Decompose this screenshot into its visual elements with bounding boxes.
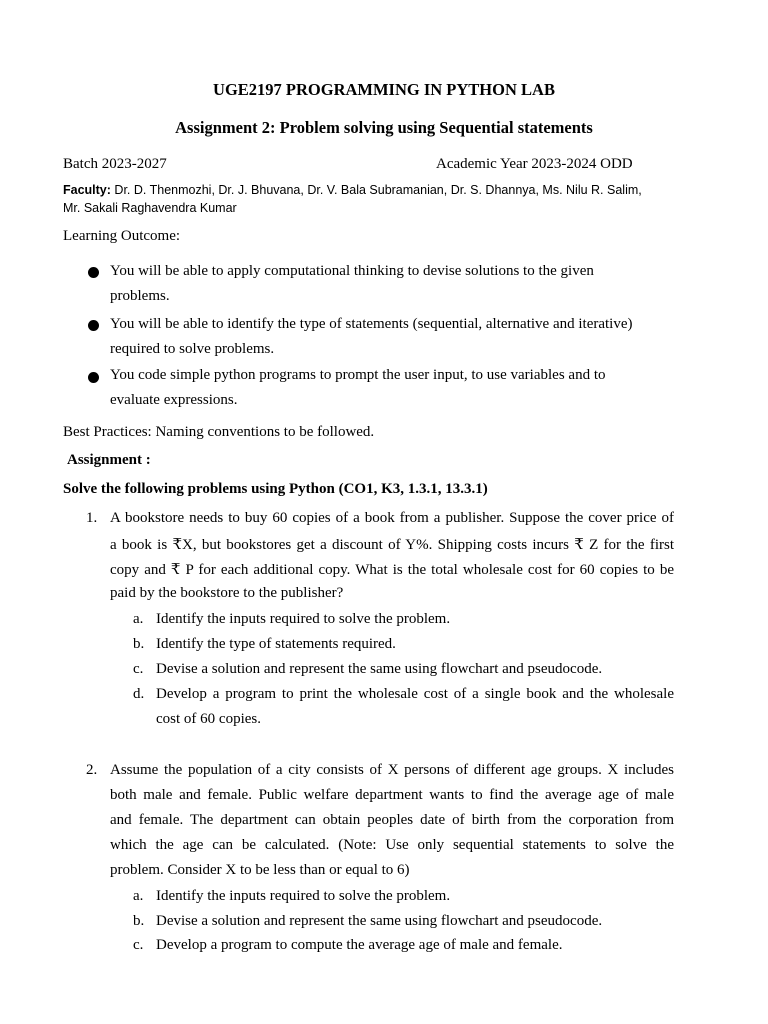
assignment-title: Assignment 2: Problem solving using Sequential statements <box>175 118 593 137</box>
best-practices-text: Best Practices: Naming conventions to be followed. <box>63 424 375 440</box>
bullet-line: required to solve problems. <box>110 341 275 357</box>
course-title: UGE2197 PROGRAMMING IN PYTHON LAB <box>213 80 555 99</box>
faculty-names-1: Dr. D. Thenmozhi, Dr. J. Bhuvana, Dr. V. Bala Subramanian, Dr. S. Dhannya, Ms. Nilu R. Salim, <box>114 183 642 197</box>
academic-year-text: Academic Year 2023-2024 ODD <box>436 156 633 172</box>
problem-line: A bookstore needs to buy 60 copies of a book from a publisher. Suppose the cover price of <box>110 510 674 526</box>
learning-outcome-heading: Learning Outcome: <box>63 228 181 244</box>
assignment-heading: Assignment : <box>67 452 151 468</box>
problem-line: copy and ₹ P for each additional copy. What is the total wholesale cost for 60 copies to be <box>110 562 674 578</box>
subitem-text: Identify the inputs required to solve the problem. <box>156 611 451 627</box>
problem-line: both male and female. Public welfare department wants to find the average age of male <box>110 787 674 803</box>
subitem-letter: a. <box>133 611 144 627</box>
faculty-line-2: Mr. Sakali Raghavendra Kumar <box>63 201 237 215</box>
subitem-letter: a. <box>133 888 144 904</box>
subitem-letter: c. <box>133 937 144 953</box>
faculty-label: Faculty: <box>63 183 111 197</box>
problem-line: and female. The department can obtain peoples date of birth from the corporation from <box>110 812 674 828</box>
subitem-text: Develop a program to print the wholesale cost of a single book and the wholesale <box>156 686 674 702</box>
bullet-line: You code simple python programs to prompt the user input, to use variables and to <box>110 367 606 383</box>
subitem-letter: b. <box>133 913 145 929</box>
subitem-letter: c. <box>133 661 144 677</box>
bullet-line: problems. <box>110 288 170 304</box>
subitem-text: Develop a program to compute the average age of male and female. <box>156 937 563 953</box>
subitem-letter: d. <box>133 686 145 702</box>
bullet-icon <box>88 267 99 278</box>
problem-line: paid by the bookstore to the publisher? <box>110 585 344 601</box>
bullet-line: You will be able to identify the type of statements (sequential, alternative and iterative) <box>110 316 633 332</box>
bullet-icon <box>88 372 99 383</box>
problem-number: 2. <box>86 762 98 778</box>
faculty-line-1 <box>63 183 642 197</box>
subitem-text: Devise a solution and represent the same using flowchart and pseudocode. <box>156 913 603 929</box>
bullet-line: You will be able to apply computational thinking to devise solutions to the given <box>110 263 594 279</box>
problem-line: which the age can be calculated. (Note: Use only sequential statements to solve the <box>110 837 674 853</box>
subitem-text: Identify the type of statements required. <box>156 636 396 652</box>
solve-heading: Solve the following problems using Python (CO1, K3, 1.3.1, 13.3.1) <box>63 481 488 497</box>
batch-text: Batch 2023-2027 <box>63 156 167 172</box>
subitem-letter: b. <box>133 636 145 652</box>
subitem-text: Identify the inputs required to solve the problem. <box>156 888 451 904</box>
subitem-text: cost of 60 copies. <box>156 711 261 727</box>
problem-line: Assume the population of a city consists of X persons of different age groups. X includes <box>110 762 674 778</box>
problem-line: problem. Consider X to be less than or equal to 6) <box>110 862 410 878</box>
bullet-icon <box>88 320 99 331</box>
subitem-text: Devise a solution and represent the same using flowchart and pseudocode. <box>156 661 603 677</box>
problem-number: 1. <box>86 510 98 526</box>
bullet-line: evaluate expressions. <box>110 392 238 408</box>
problem-line: a book is ₹X, but bookstores get a discount of Y%. Shipping costs incurs ₹ Z for the first <box>110 537 674 553</box>
